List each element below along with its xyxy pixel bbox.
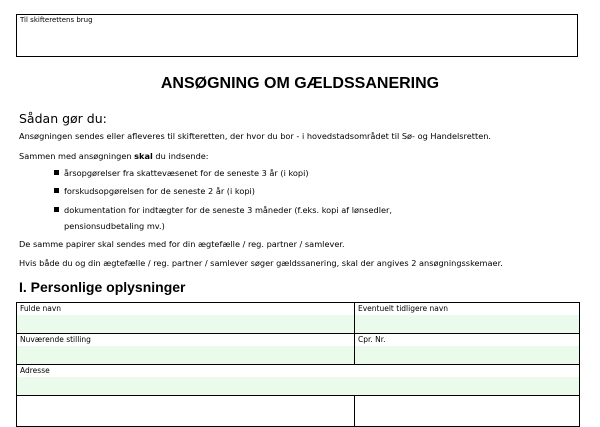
bullet-square-icon [54,170,59,175]
bullet-text: årsopgørelser fra skattevæsenet for de seneste 3 år (i kopi) [64,168,309,178]
court-use-box [16,14,578,57]
full-name-field[interactable] [17,303,354,333]
spouse-note: De samme papirer skal sendes med for din ægtefælle / reg. partner / samlever. [19,239,345,249]
full-name-label: Fulde navn [20,304,62,313]
occupation-label: Nuværende stilling [20,335,91,344]
court-use-label: Til skifterettens brug [20,16,93,24]
address-label: Adresse [20,366,50,375]
attachments-intro [19,151,209,161]
bullet-text: forskudsopgørelsen for de seneste 2 år (i kopi) [64,186,256,196]
full-name-input[interactable] [17,315,354,333]
page-title: ANSØGNING OM GÆLDSSANERING [160,75,440,92]
section-heading-personal: I. Personlige oplysninger [19,279,186,295]
attachments-intro-prefix: Sammen med ansøgningen [19,151,135,161]
address-input[interactable] [17,377,579,395]
both-apply-note: Hvis både du og din ægtefælle / reg. partner / samlever søger gældssanering, skal der angives 2 ansøgningsskemaer. [19,258,503,268]
personal-info-form [16,302,580,427]
cpr-label: Cpr. Nr. [358,335,386,344]
bullet-square-icon [54,188,59,193]
previous-name-field[interactable] [354,303,579,333]
cpr-input[interactable] [355,346,579,364]
form-row [17,334,579,365]
form-row [17,303,579,334]
occupation-input[interactable] [17,346,354,364]
attachments-intro-bold: skal [134,151,153,161]
cpr-field[interactable] [354,334,579,364]
attachments-intro-suffix: du indsende: [152,151,209,161]
form-row [17,365,579,396]
howto-heading: Sådan gør du: [19,111,107,126]
previous-name-label: Eventuelt tidligere navn [358,304,449,313]
bullet-text: dokumentation for indtægter for de seneste 3 måneder (f.eks. kopi af lønsedler, [64,205,392,215]
bullet-text-continued: pensionsudbetaling mv.) [64,221,165,231]
form-row-cropped [17,396,579,427]
previous-name-input[interactable] [355,315,579,333]
address-field[interactable] [17,365,579,395]
cropped-field-right[interactable] [354,396,579,426]
occupation-field[interactable] [17,334,354,364]
bullet-square-icon [54,207,59,212]
intro-text: Ansøgningen sendes eller afleveres til skifteretten, der hvor du bor - i hovedstadsområdet til Sø- og Handelsretten. [19,131,492,141]
cropped-field-left[interactable] [17,396,354,426]
